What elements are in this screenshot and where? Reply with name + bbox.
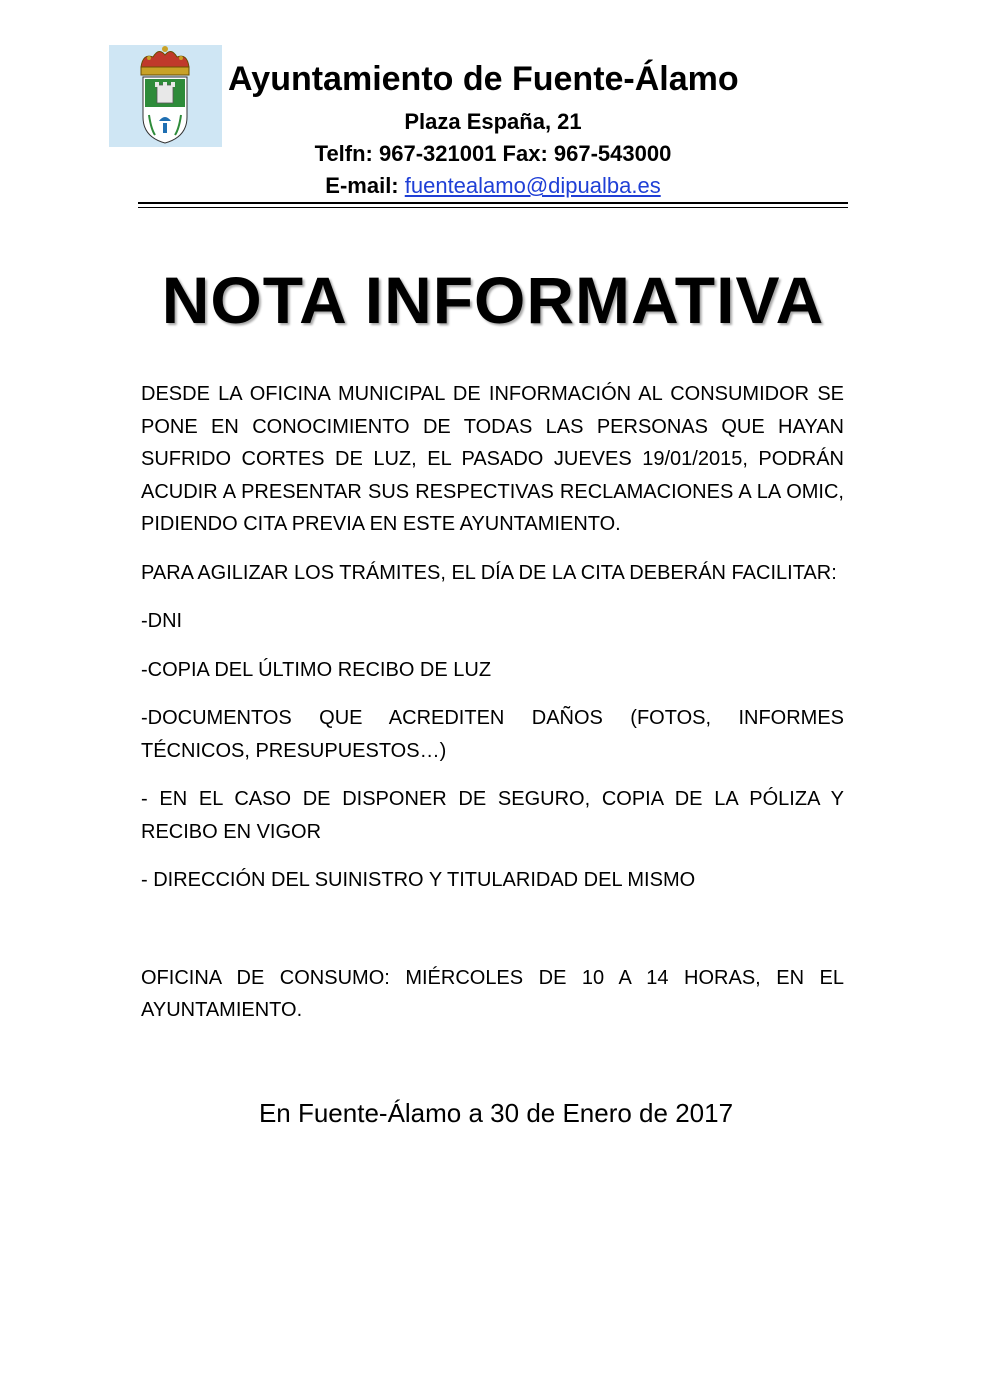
org-title: Ayuntamiento de Fuente-Álamo [228,60,739,98]
header-divider-thin [138,207,848,208]
address: Plaza España, 21 [404,109,582,134]
intro-paragraph: DESDE LA OFICINA MUNICIPAL DE INFORMACIÓN AL CONSUMIDOR SE PONE EN CONOCIMIENTO DE TODAS LAS PERSONAS QUE HAYAN SUFRIDO CORTES DE LUZ, EL PASADO JUEVES 19/01/2015, PODRÁN ACUDIR A PRESENTAR SUS RESPECTIVAS RECLAMACIONES A LA OMIC, PIDIENDO CITA PREVIA EN ESTE AYUNTAMIENTO. [141,383,844,535]
notice-body [141,378,844,1043]
list-item: - DIRECCIÓN DEL SUINISTRO Y TITULARIDAD DEL MISMO [141,869,696,891]
signoff-date: En Fuente-Álamo a 30 de Enero de 2017 [258,1098,734,1128]
list-item: -DOCUMENTOS QUE ACREDITEN DAÑOS (FOTOS, INFORMES TÉCNICOS, PRESUPUESTOS…) [141,707,844,762]
list-item: - EN EL CASO DE DISPONER DE SEGURO, COPIA DE LA PÓLIZA Y RECIBO EN VIGOR [141,788,844,843]
header-divider-thick [138,202,848,204]
list-item: -COPIA DEL ÚLTIMO RECIBO DE LUZ [141,658,492,681]
phone-fax: Telfn: 967-321001 Fax: 967-543000 [314,141,672,166]
list-item: -DNI [141,610,183,632]
email-link[interactable]: fuentealamo@dipualba.es [404,173,661,198]
document-title: NOTA INFORMATIVA [161,263,825,337]
office-hours: OFICINA DE CONSUMO: MIÉRCOLES DE 10 A 14 HORAS, EN EL AYUNTAMIENTO. [141,966,844,1021]
requirements-intro: PARA AGILIZAR LOS TRÁMITES, EL DÍA DE LA CITA DEBERÁN FACILITAR: [141,561,837,584]
email-line [138,173,848,199]
email-label: E-mail: [325,173,405,198]
